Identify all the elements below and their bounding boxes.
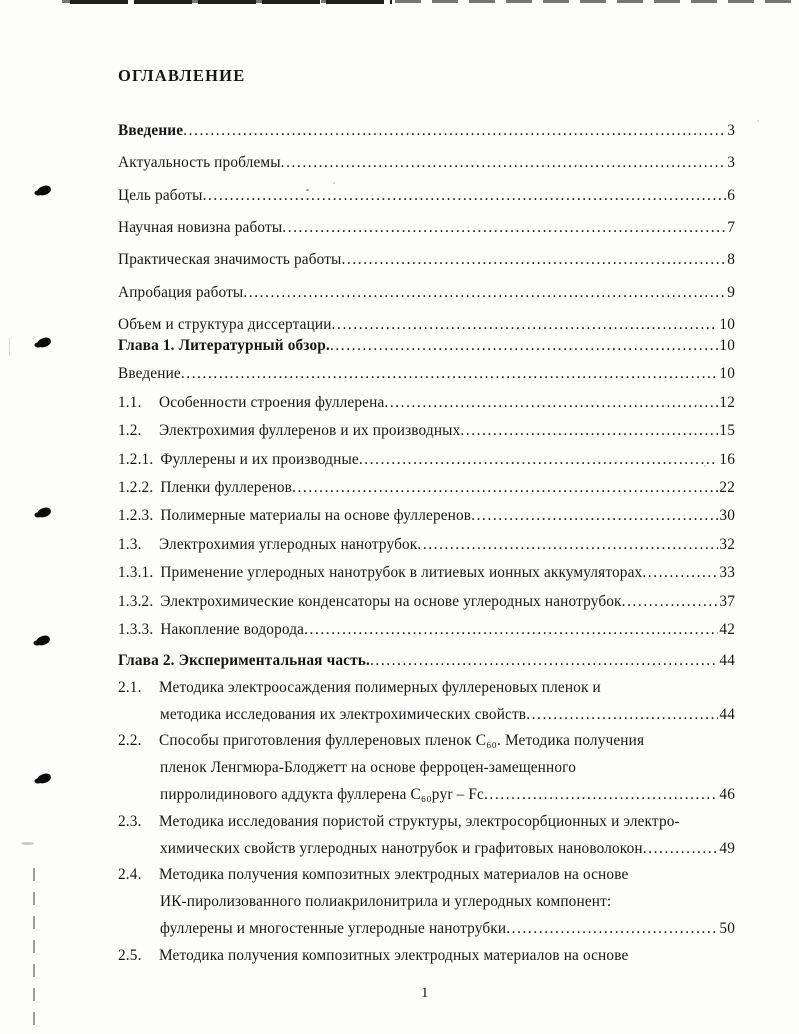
toc-page-number: 33 <box>719 564 735 582</box>
dot-leader <box>330 336 718 355</box>
dot-leader <box>471 506 718 525</box>
dot-leader <box>460 421 718 440</box>
toc-entry-number: 2.3. <box>118 812 142 830</box>
printed-page-number: 1 <box>421 985 429 1001</box>
toc-page-number: 42 <box>719 621 735 638</box>
toc-entry-text: Методика исследования пористой структуры, электросорбционных и электро- <box>159 812 680 830</box>
toc-page-number: 3 <box>727 154 735 172</box>
toc-entry <box>118 421 735 441</box>
toc-entry-text: химических свойств углеродных нанотрубок и графитовых нановолокон <box>160 839 643 857</box>
toc-page-number: 37 <box>719 592 735 610</box>
toc-entry <box>118 946 735 966</box>
scan-speck <box>9 338 10 356</box>
toc-page-number: 8 <box>727 251 735 269</box>
toc-page-number: 50 <box>719 920 735 937</box>
toc-entry-text: Практическая значимость работы <box>118 251 342 269</box>
scan-edge-line-top-dark <box>70 0 392 4</box>
toc-entry-text: Накопление водорода <box>160 621 305 638</box>
toc-entry <box>118 336 735 356</box>
toc-entry-text: Глава 2. Экспериментальная часть. <box>118 652 370 669</box>
toc-page-number: 46 <box>719 786 735 803</box>
ink-blob <box>35 634 51 646</box>
toc-entry-number: 2.1. <box>118 678 142 696</box>
dot-leader <box>359 450 719 469</box>
toc-entry <box>118 315 735 335</box>
toc-entry <box>118 620 735 640</box>
toc-entry <box>118 651 735 671</box>
dot-leader <box>642 563 718 582</box>
toc-entry-number: 2.2. <box>118 732 142 750</box>
toc-page-number: 32 <box>719 535 735 553</box>
toc-entry-text: ИК-пиролизованного полиакрилонитрила и углеродных компонент: <box>160 893 612 911</box>
toc-entry-text: Методика электроосаждения полимерных фуллереновых пленок и <box>159 678 601 696</box>
scan-line-left-bottom <box>33 868 35 1034</box>
toc-entry <box>118 506 735 526</box>
toc-entry-text: Объем и структура диссертации <box>118 315 332 333</box>
toc-entry-number: 1.3.3. <box>118 621 154 638</box>
toc-entry <box>118 892 735 912</box>
toc-entry-text: Пленки фуллеренов <box>160 479 293 496</box>
toc-entry-number: 1.2.3. <box>118 507 154 525</box>
dot-leader <box>243 283 726 302</box>
toc-entry <box>118 393 735 413</box>
toc-page-number: 16 <box>719 450 735 468</box>
toc-entry-number: 2.5. <box>118 946 142 964</box>
scan-smudge <box>21 842 34 845</box>
dot-leader <box>203 186 727 205</box>
toc-entry-text: Электрохимия углеродных нанотрубок <box>159 535 418 553</box>
toc-entry-number: 1.3.1. <box>118 564 154 582</box>
dot-leader <box>526 705 718 724</box>
toc-page-number: 22 <box>719 479 735 496</box>
toc-entry <box>118 364 735 384</box>
toc-page-number: 10 <box>719 315 735 333</box>
dot-leader <box>183 121 726 140</box>
dot-leader <box>304 620 718 639</box>
dot-leader <box>417 535 718 554</box>
toc-entry-text: Введение <box>118 122 184 139</box>
toc-entry-text: Электрохимия фуллеренов и их производных <box>159 422 461 440</box>
toc-entry-text: фуллерены и многостенные углеродные нанотрубки <box>160 920 507 937</box>
ink-blob <box>36 336 52 348</box>
dot-leader <box>643 839 719 858</box>
toc-entry <box>118 731 735 751</box>
toc-page-number: 44 <box>719 652 735 669</box>
dot-leader <box>342 250 727 269</box>
ink-blob <box>36 184 52 196</box>
toc-entry-number: 1.2.2. <box>118 479 154 496</box>
toc-entry-text: Введение <box>118 365 181 383</box>
scan-speck <box>333 182 335 184</box>
toc-page-number: 10 <box>719 365 735 383</box>
toc-page-number: 10 <box>719 337 735 354</box>
toc-entry <box>118 919 735 939</box>
toc-entry <box>118 865 735 885</box>
toc-entry <box>118 678 735 698</box>
toc-entry-text: пленок Ленгмюра-Блоджетт на основе ферроцен-замещенного <box>160 759 576 777</box>
toc-entry-number: 1.3. <box>118 535 142 553</box>
toc-page-number: 49 <box>719 839 735 857</box>
dot-leader <box>484 785 718 804</box>
toc-entry-number: 1.1. <box>118 393 142 411</box>
toc-entry <box>118 450 735 470</box>
toc-entry-number: 2.4. <box>118 866 142 884</box>
dot-leader <box>282 218 726 237</box>
scan-speck <box>757 120 759 122</box>
toc-entry-text: Полимерные материалы на основе фуллеренов <box>160 507 472 525</box>
toc-page-number: 7 <box>727 218 735 236</box>
toc-entry <box>118 153 735 173</box>
toc-entry-text: методика исследования их электрохимических свойств <box>160 705 527 723</box>
toc-entry-text: Актуальность проблемы <box>118 154 281 172</box>
toc-entry <box>118 250 735 270</box>
toc-page-number: 15 <box>719 422 735 440</box>
toc-entry <box>118 186 735 206</box>
toc-entry-text: Цель работы <box>118 186 203 204</box>
toc-entry <box>118 785 735 805</box>
toc-page-number: 9 <box>727 283 735 301</box>
toc-page-number: 44 <box>719 705 735 723</box>
toc-entry-text: Электрохимические конденсаторы на основе углеродных нанотрубок <box>160 592 622 610</box>
toc-page-number: 3 <box>727 122 735 139</box>
toc-page-number: 6 <box>727 186 735 204</box>
toc-page-number: 30 <box>719 507 735 525</box>
toc-entry-text: Научная новизна работы <box>118 218 283 236</box>
ink-blob <box>36 772 52 784</box>
toc-entry <box>118 705 735 725</box>
toc-entry-text: Методика получения композитных электродных материалов на основе <box>159 866 629 884</box>
toc-entry <box>118 218 735 238</box>
toc-entry-number: 1.3.2. <box>118 592 154 610</box>
dot-leader <box>181 364 719 383</box>
toc-entry <box>118 758 735 778</box>
toc-entry-text: Апробация работы <box>118 283 244 301</box>
page-title: ОГЛАВЛЕНИЕ <box>118 66 246 85</box>
toc-entry-text: пирролидинового аддукта фуллерена C₆₀pyr – Fc <box>160 786 484 803</box>
toc-entry-text: Применение углеродных нанотрубок в литиевых ионных аккумуляторах <box>160 564 643 582</box>
toc-entry-number: 1.2. <box>118 422 142 440</box>
toc-entry <box>118 592 735 612</box>
toc-entry-number: 1.2.1. <box>118 450 154 468</box>
dot-leader <box>281 153 727 172</box>
dot-leader <box>292 478 718 497</box>
dot-leader <box>622 592 719 611</box>
ink-blob <box>36 506 52 518</box>
toc-entry-text: Фуллерены и их производные <box>160 450 359 468</box>
toc-entry <box>118 121 735 141</box>
toc-entry-text: Глава 1. Литературный обзор. <box>118 337 330 354</box>
dot-leader <box>384 393 718 412</box>
toc-entry-text: Способы приготовления фуллереновых пленок C₆₀. Методика получения <box>159 732 645 750</box>
toc-entry <box>118 283 735 303</box>
toc-entry <box>118 478 735 498</box>
dot-leader <box>332 315 719 334</box>
dot-leader <box>506 919 718 938</box>
toc-entry <box>118 812 735 832</box>
toc-entry <box>118 535 735 555</box>
toc-entry <box>118 563 735 583</box>
toc-entry-text: Методика получения композитных электродных материалов на основе <box>159 946 629 964</box>
toc-entry-text: Особенности строения фуллерена <box>159 393 385 411</box>
dot-leader <box>370 651 718 670</box>
toc-entry <box>118 839 735 859</box>
toc-page-number: 12 <box>719 393 735 411</box>
